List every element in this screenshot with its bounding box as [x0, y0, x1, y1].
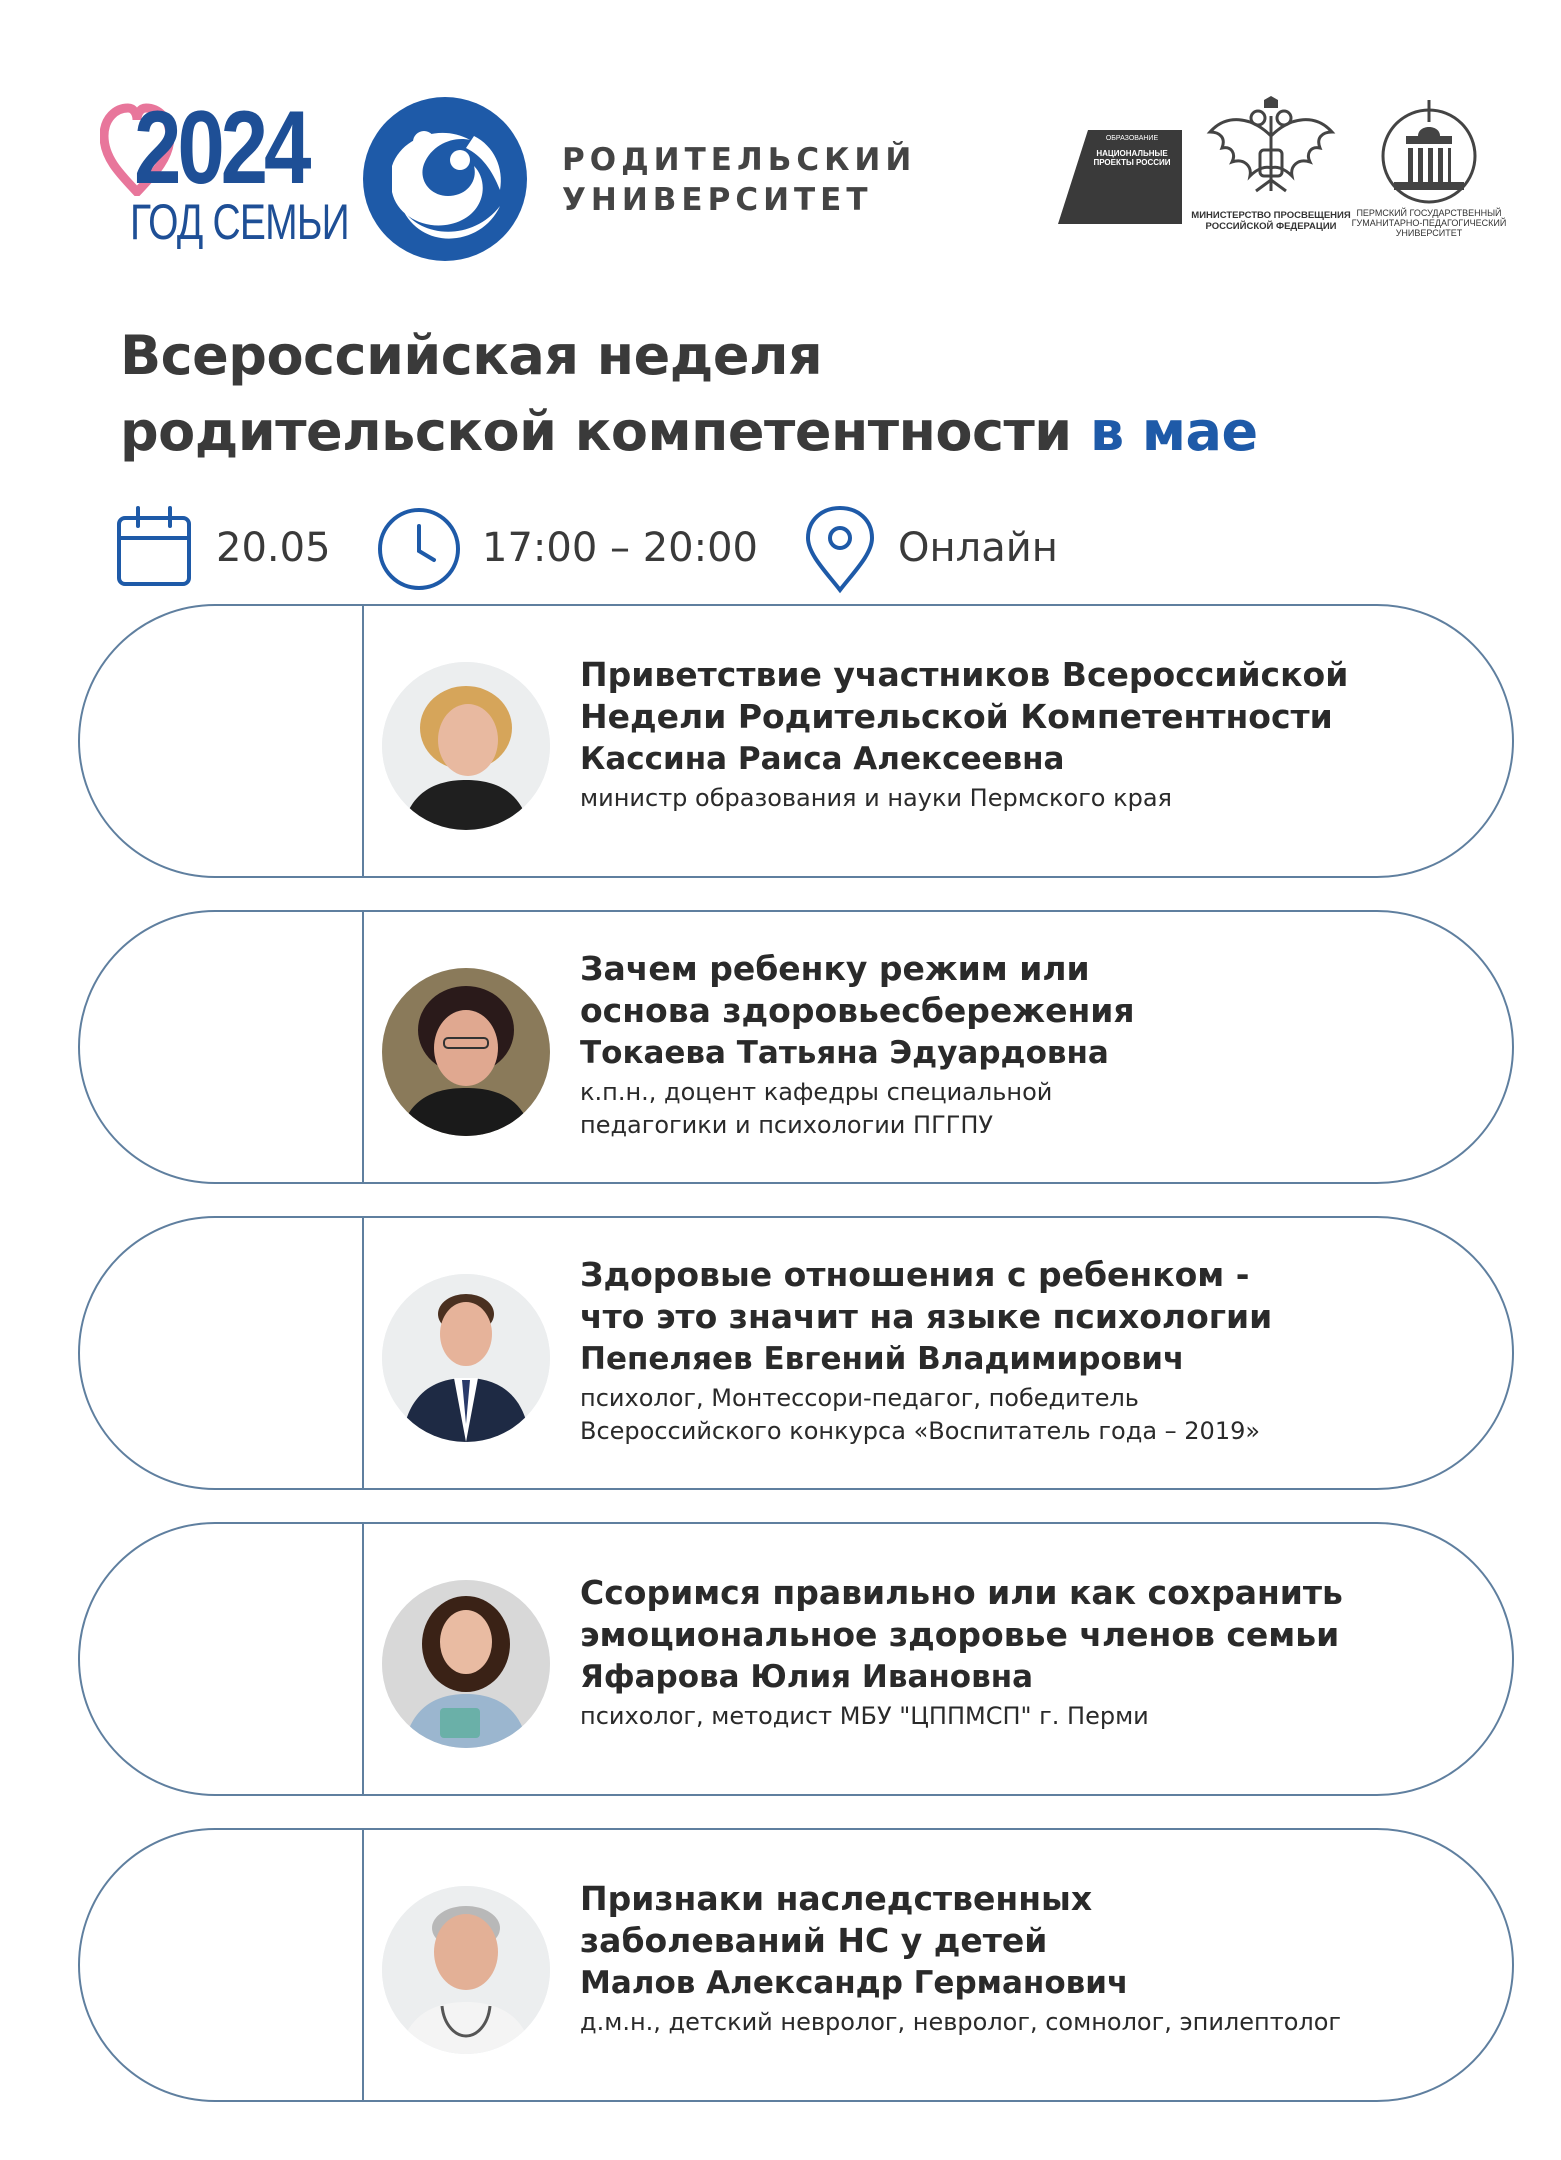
parental-university-name [562, 140, 917, 220]
page-title [120, 318, 1420, 470]
talk-title-line: заболеваний НС у детей [580, 1921, 1048, 1960]
session-card [78, 1522, 1514, 1796]
speaker-role: д.м.н., детский невролог, невролог, сомнолог, эпилептолог [580, 2008, 1342, 2036]
pggpu-caption: ПЕРМСКИЙ ГОСУДАРСТВЕННЫЙ ГУМАНИТАРНО-ПЕДАГОГИЧЕСКИЙ УНИВЕРСИТЕТ [1351, 208, 1507, 238]
np-main-label: НАЦИОНАЛЬНЫЕ ПРОЕКТЫ РОССИИ [1093, 149, 1171, 167]
ministry-caption: МИНИСТЕРСТВО ПРОСВЕЩЕНИЯ РОССИЙСКОЙ ФЕДЕРАЦИИ [1191, 210, 1351, 232]
title-accent: в мае [1089, 400, 1258, 463]
talk-title-line: Здоровые отношения с ребенком - [580, 1255, 1250, 1294]
speaker-role: психолог, Монтессори-педагог, победитель [580, 1384, 1139, 1412]
year-number: 2024 [134, 90, 308, 206]
card-divider [362, 1524, 364, 1794]
session-card [78, 1216, 1514, 1490]
talk-title-line: Ссоримся правильно или как сохранить [580, 1573, 1343, 1612]
speaker-photo [382, 1580, 550, 1748]
session-card [78, 604, 1514, 878]
np-top-label: ОБРАЗОВАНИЕ [1105, 135, 1159, 142]
speaker-name: Малов Александр Германович [580, 1965, 1129, 2001]
session-card [78, 910, 1514, 1184]
card-divider [362, 1830, 364, 2100]
speaker-role: министр образования и науки Пермского края [580, 784, 1172, 812]
ministry-logo [1191, 96, 1351, 246]
talk-title-line: что это значит на языке психологии [580, 1297, 1273, 1336]
double-headed-eagle-icon [1196, 96, 1346, 206]
speaker-name: Кассина Раиса Алексеевна [580, 741, 1065, 777]
event-location: Онлайн [898, 525, 1058, 571]
talk-title-line: основа здоровьесбережения [580, 991, 1135, 1030]
speaker-name: Яфарова Юлия Ивановна [580, 1659, 1034, 1695]
national-projects-logo [1058, 126, 1182, 228]
parental-university-emblem [362, 96, 528, 262]
speaker-role: Всероссийского конкурса «Воспитатель года – 2019» [580, 1417, 1261, 1445]
speaker-role: психолог, методист МБУ "ЦППМСП" г. Перми [580, 1702, 1149, 1730]
pggpu-logo [1351, 96, 1507, 246]
speaker-role: к.п.н., доцент кафедры специальной [580, 1078, 1053, 1106]
speaker-photo [382, 1886, 550, 2054]
session-card [78, 1828, 1514, 2102]
speaker-photo [382, 662, 550, 830]
title-line2: родительской компетентности [120, 400, 1072, 463]
clock-icon [376, 506, 462, 592]
talk-title-line: эмоциональное здоровье членов семьи [580, 1615, 1340, 1654]
talk-title-line: Недели Родительской Компетентности [580, 697, 1333, 736]
speaker-name: Пепеляев Евгений Владимирович [580, 1341, 1185, 1377]
speaker-role: педагогики и психологии ПГГПУ [580, 1111, 994, 1139]
university-building-icon [1354, 96, 1504, 206]
card-divider [362, 606, 364, 876]
event-date: 20.05 [216, 525, 331, 571]
event-time: 17:00 – 20:00 [482, 525, 758, 571]
card-divider [362, 1218, 364, 1488]
year-of-family-logo [100, 90, 349, 256]
location-pin-icon [804, 504, 876, 594]
talk-title-line: Зачем ребенку режим или [580, 949, 1090, 988]
card-divider [362, 912, 364, 1182]
talk-title-line: Признаки наследственных [580, 1879, 1093, 1918]
university-name-line2: УНИВЕРСИТЕТ [562, 182, 873, 218]
calendar-icon [116, 506, 192, 588]
year-caption: ГОД СЕМЬИ [130, 194, 349, 250]
speaker-name: Токаева Татьяна Эдуардовна [580, 1035, 1109, 1071]
university-name-line1: РОДИТЕЛЬСКИЙ [562, 142, 917, 178]
speaker-photo [382, 968, 550, 1136]
speaker-photo [382, 1274, 550, 1442]
title-line1: Всероссийская неделя [120, 324, 823, 387]
talk-title-line: Приветствие участников Всероссийской [580, 655, 1349, 694]
